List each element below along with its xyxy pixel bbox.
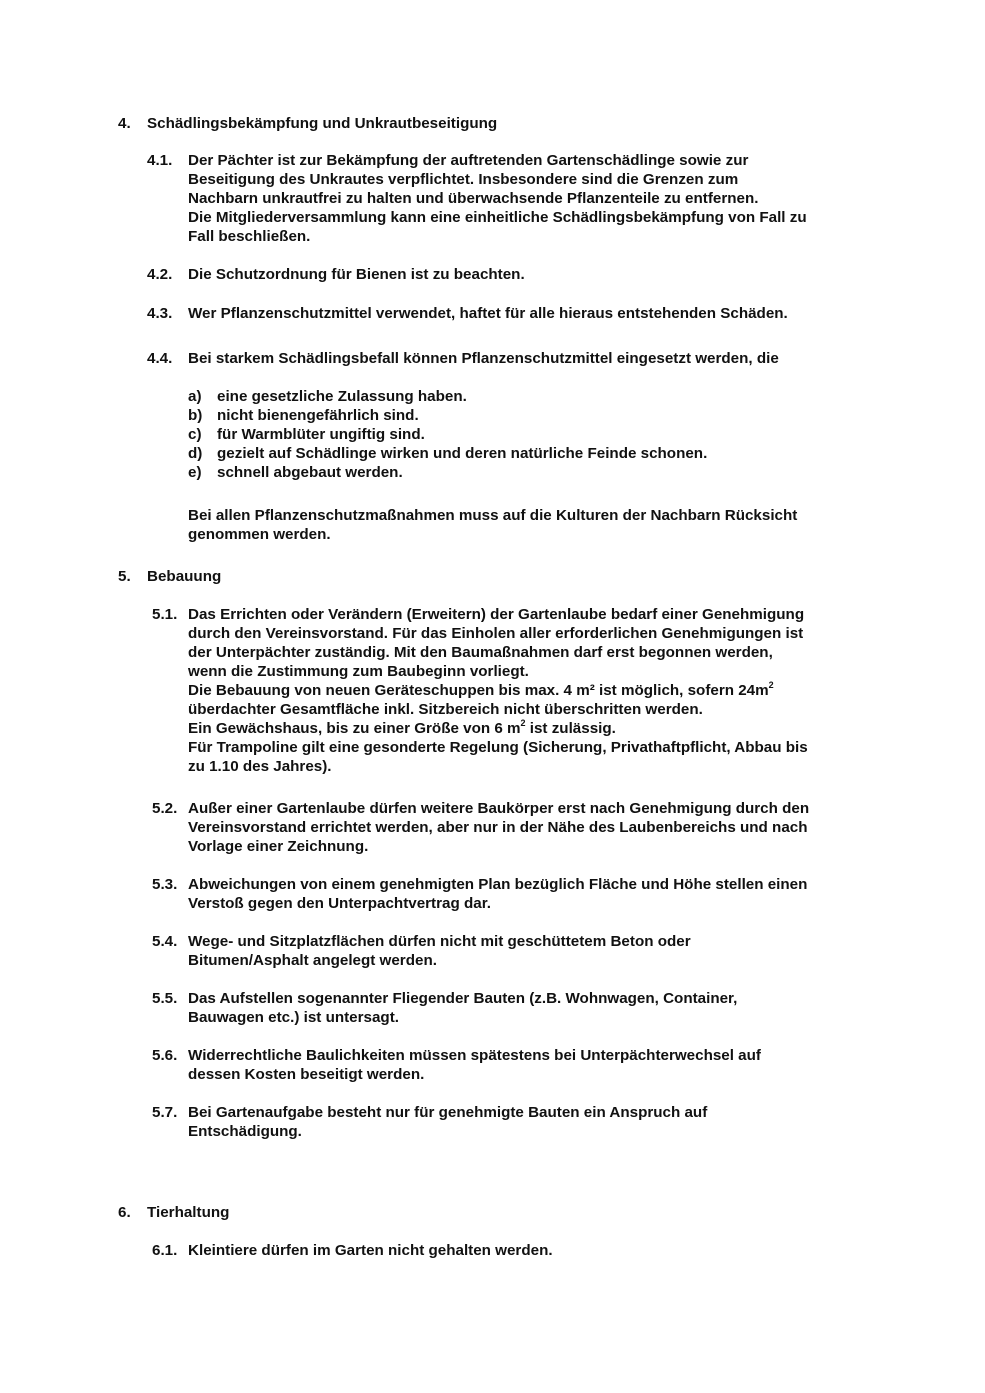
clause-number: 5.4.: [152, 933, 178, 950]
clause-number: 5.1.: [152, 606, 178, 623]
clause-text-line: Bitumen/Asphalt angelegt werden.: [188, 952, 437, 969]
clause-text-line: Die Schutzordnung für Bienen ist zu beachten.: [188, 266, 525, 283]
clause-text-line: überdachter Gesamtfläche inkl. Sitzbereich nicht überschritten werden.: [188, 701, 703, 718]
clause-text-line: [188, 719, 616, 738]
superscript: 2: [768, 680, 774, 690]
list-item-text: gezielt auf Schädlinge wirken und deren natürliche Feinde schonen.: [217, 445, 708, 462]
clause-text-line: Verstoß gegen den Unterpachtvertrag dar.: [188, 895, 491, 912]
clause-text-segment: ist zulässig.: [525, 720, 616, 737]
section-heading: Schädlingsbekämpfung und Unkrautbeseitigung: [147, 115, 498, 132]
clause-text-line: Das Errichten oder Verändern (Erweitern) der Gartenlaube bedarf einer Genehmigung: [188, 606, 805, 623]
clause-text-line: der Unterpächter zuständig. Mit den Baumaßnahmen darf erst begonnen werden,: [188, 644, 773, 661]
list-item-text: für Warmblüter ungiftig sind.: [217, 426, 425, 443]
clause-text-line: Wege- und Sitzplatzflächen dürfen nicht mit geschüttetem Beton oder: [188, 933, 691, 950]
clause-number: 4.2.: [147, 266, 173, 283]
clause-number: 5.3.: [152, 876, 178, 893]
clause-text-line: Entschädigung.: [188, 1123, 302, 1140]
list-item-letter: c): [188, 426, 202, 443]
clause-text-line: Vereinsvorstand errichtet werden, aber nur in der Nähe des Laubenbereichs und nach: [188, 819, 808, 836]
list-item-letter: a): [188, 388, 202, 405]
clause-text-line: Widerrechtliche Baulichkeiten müssen spätestens bei Unterpächterwechsel auf: [188, 1047, 761, 1064]
clause-text-segment: Ein Gewächshaus, bis zu einer Größe von 6 m: [188, 720, 521, 737]
list-item-letter: d): [188, 445, 203, 462]
clause-text-line: [188, 681, 774, 700]
clause-number: 5.5.: [152, 990, 178, 1007]
clause-text-line: zu 1.10 des Jahres).: [188, 758, 332, 775]
clause-text-line: Bei Gartenaufgabe besteht nur für genehmigte Bauten ein Anspruch auf: [188, 1104, 708, 1121]
clause-number: 5.2.: [152, 800, 178, 817]
clause-text-line: Das Aufstellen sogenannter Fliegender Bauten (z.B. Wohnwagen, Container,: [188, 990, 738, 1007]
clause-text-line: Kleintiere dürfen im Garten nicht gehalten werden.: [188, 1242, 553, 1259]
clause-text-line: Bei starkem Schädlingsbefall können Pflanzenschutzmittel eingesetzt werden, die: [188, 350, 779, 367]
clause-text-line: Bei allen Pflanzenschutzmaßnahmen muss auf die Kulturen der Nachbarn Rücksicht: [188, 507, 798, 524]
section-number: 5.: [118, 568, 131, 585]
clause-number: 5.7.: [152, 1104, 178, 1121]
clause-text-line: durch den Vereinsvorstand. Für das Einholen aller erforderlichen Genehmigungen ist: [188, 625, 804, 642]
clause-text-line: Vorlage einer Zeichnung.: [188, 838, 369, 855]
list-item-letter: b): [188, 407, 203, 424]
section-heading: Bebauung: [147, 568, 222, 585]
section-heading: Tierhaltung: [147, 1204, 230, 1221]
clause-number: 4.3.: [147, 305, 173, 322]
clause-text-line: dessen Kosten beseitigt werden.: [188, 1066, 425, 1083]
list-item-letter: e): [188, 464, 202, 481]
clause-text-line: Für Trampoline gilt eine gesonderte Regelung (Sicherung, Privathaftpflicht, Abbau bis: [188, 739, 808, 756]
clause-number: 4.4.: [147, 350, 173, 367]
clause-text-segment: Die Bebauung von neuen Geräteschuppen bis max. 4 m² ist möglich, sofern 24m: [188, 682, 769, 699]
superscript: 2: [520, 718, 526, 728]
clause-text-line: Die Mitgliederversammlung kann eine einheitliche Schädlingsbekämpfung von Fall zu: [188, 209, 807, 226]
clause-text-line: Fall beschließen.: [188, 228, 311, 245]
list-item-text: nicht bienengefährlich sind.: [217, 407, 419, 424]
list-item-text: eine gesetzliche Zulassung haben.: [217, 388, 467, 405]
clause-text-line: Bauwagen etc.) ist untersagt.: [188, 1009, 399, 1026]
clause-text-line: Beseitigung des Unkrautes verpflichtet. Insbesondere sind die Grenzen zum: [188, 171, 739, 188]
clause-number: 5.6.: [152, 1047, 178, 1064]
clause-text-line: Nachbarn unkrautfrei zu halten und überwachsende Pflanzenteile zu entfernen.: [188, 190, 759, 207]
section-number: 4.: [118, 115, 131, 132]
clause-text-line: Außer einer Gartenlaube dürfen weitere Baukörper erst nach Genehmigung durch den: [188, 800, 810, 817]
clause-text-line: wenn die Zustimmung zum Baubeginn vorliegt.: [188, 663, 529, 680]
clause-text-line: Wer Pflanzenschutzmittel verwendet, haftet für alle hieraus entstehenden Schäden.: [188, 305, 788, 322]
section-number: 6.: [118, 1204, 131, 1221]
clause-text-line: Der Pächter ist zur Bekämpfung der auftretenden Gartenschädlinge sowie zur: [188, 152, 749, 169]
list-item-text: schnell abgebaut werden.: [217, 464, 403, 481]
clause-text-line: genommen werden.: [188, 526, 331, 543]
clause-number: 6.1.: [152, 1242, 178, 1259]
clause-text-line: Abweichungen von einem genehmigten Plan bezüglich Fläche und Höhe stellen einen: [188, 876, 808, 893]
clause-number: 4.1.: [147, 152, 173, 169]
